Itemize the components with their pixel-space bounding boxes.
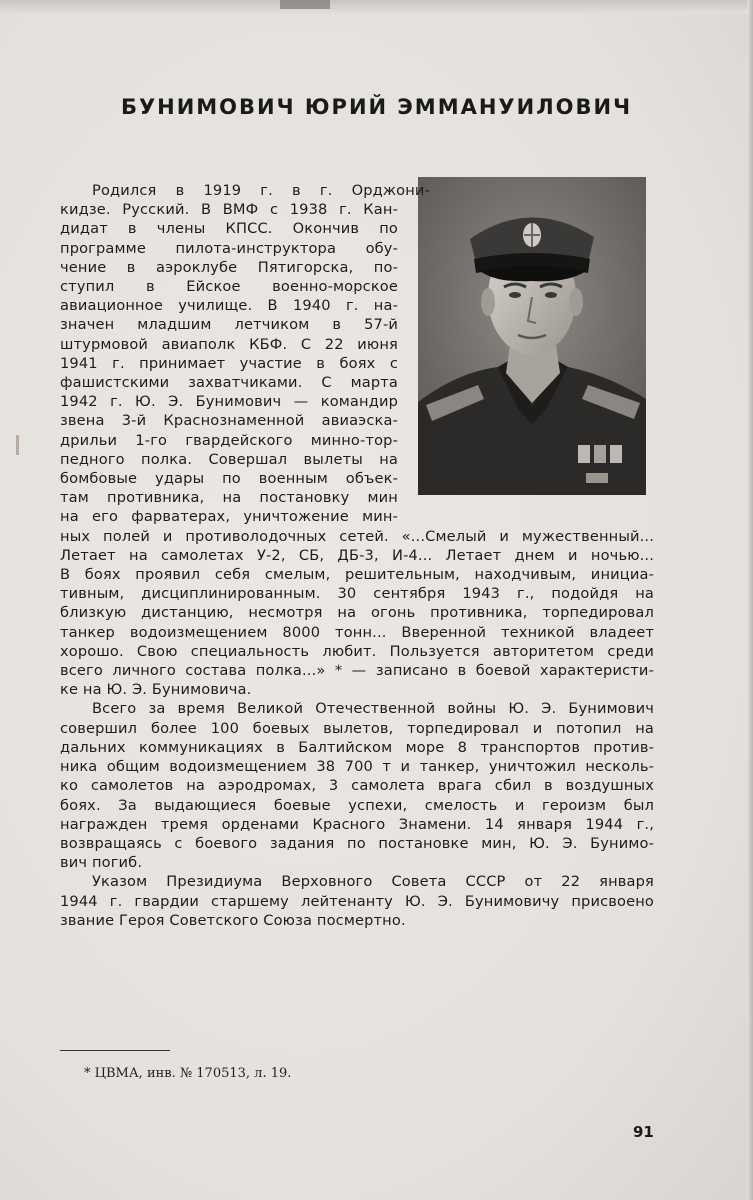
text-line: Указом Президиума Верховного Совета СССР от 22 января: [92, 873, 654, 891]
text-line: Всего за время Великой Отечественной войны Ю. Э. Бунимович: [92, 700, 654, 718]
page-margin-mark: [16, 435, 19, 455]
paragraph-1: [60, 181, 654, 699]
text-line: дидат в члены КПСС. Окончив по: [60, 220, 398, 238]
text-line: близкую дистанцию, несмотря на огонь противника, торпедировал: [60, 604, 654, 622]
text-line: чение в аэроклубе Пятигорска, по-: [60, 258, 398, 276]
article-body: [60, 181, 654, 930]
text-line: вич погиб.: [60, 854, 143, 872]
page-number: 91: [633, 1123, 654, 1141]
text-line: награжден тремя орденами Красного Знамени. 14 января 1944 г.,: [60, 815, 654, 833]
text-line: В боях проявил себя смелым, решительным, находчивым, инициа-: [60, 566, 654, 584]
text-line: ступил в Ейское военно-морское: [60, 278, 398, 296]
text-line: Летает на самолетах У-2, СБ, ДБ-3, И-4... Летает днем и ночью...: [60, 546, 654, 564]
text-line: 1941 г. принимает участие в боях с: [60, 354, 398, 372]
paragraph-3: [60, 872, 654, 930]
text-line: хорошо. Свою специальность любит. Пользуется авторитетом среди: [60, 642, 654, 660]
text-line: фашистскими захватчиками. С марта: [60, 374, 398, 392]
footnote-rule: [60, 1050, 170, 1051]
footnote: * ЦВМА, инв. № 170513, л. 19.: [84, 1066, 292, 1081]
text-line: звена 3-й Краснознаменной авиаэска-: [60, 412, 398, 430]
text-line: 1942 г. Ю. Э. Бунимович — командир: [60, 393, 398, 411]
text-line: программе пилота-инструктора обу-: [60, 239, 398, 257]
text-line: авиационное училище. В 1940 г. на-: [60, 297, 398, 315]
text-line: штурмовой авиаполк КБФ. С 22 июня: [60, 335, 398, 353]
page-top-edge: [0, 0, 753, 14]
text-line: бомбовые удары по военным объек-: [60, 470, 398, 488]
text-line: на его фарватерах, уничтожение мин-: [60, 508, 398, 526]
text-line: дрильи 1-го гвардейского минно-тор-: [60, 431, 398, 449]
text-line: там противника, на постановку мин: [60, 489, 398, 507]
text-line: кидзе. Русский. В ВМФ с 1938 г. Кан-: [60, 201, 398, 219]
text-line: возвращаясь с боевого задания по постановке мин, Ю. Э. Бунимо-: [60, 834, 654, 852]
page-scuff-mark: [280, 0, 330, 9]
text-line: Родился в 1919 г. в г. Орджони-: [92, 182, 430, 199]
text-line: танкер водоизмещением 8000 тонн... Вверенной техникой владеет: [60, 623, 654, 641]
text-line: боях. За выдающиеся боевые успехи, смелость и героизм был: [60, 796, 654, 814]
text-line: дальних коммуникациях в Балтийском море 8 транспортов против-: [60, 738, 654, 756]
text-line: 1944 г. гвардии старшему лейтенанту Ю. Э. Бунимовичу присвоено: [60, 892, 654, 910]
page-title: БУНИМОВИЧ ЮРИЙ ЭММАНУИЛОВИЧ: [120, 95, 633, 119]
text-line: совершил более 100 боевых вылетов, торпедировал и потопил на: [60, 719, 654, 737]
text-line: звание Героя Советского Союза посмертно.: [60, 911, 406, 929]
paragraph-2: [60, 699, 654, 872]
text-line: ко самолетов на аэродромах, 3 самолета врага сбил в воздушных: [60, 777, 654, 795]
text-line: ке на Ю. Э. Бунимовича.: [60, 681, 252, 699]
text-line: тивным, дисциплинированным. 30 сентября 1943 г., подойдя на: [60, 585, 654, 603]
text-line: всего личного состава полка...» * — записано в боевой характеристи-: [60, 662, 654, 680]
page-right-edge: [747, 0, 753, 1200]
text-line: значен младшим летчиком в 57-й: [60, 316, 398, 334]
text-line: ника общим водоизмещением 38 700 т и танкер, уничтожил несколь-: [60, 758, 654, 776]
text-line: ных полей и противолодочных сетей. «...Смелый и мужественный...: [60, 527, 654, 545]
text-line: педного полка. Совершал вылеты на: [60, 450, 398, 468]
